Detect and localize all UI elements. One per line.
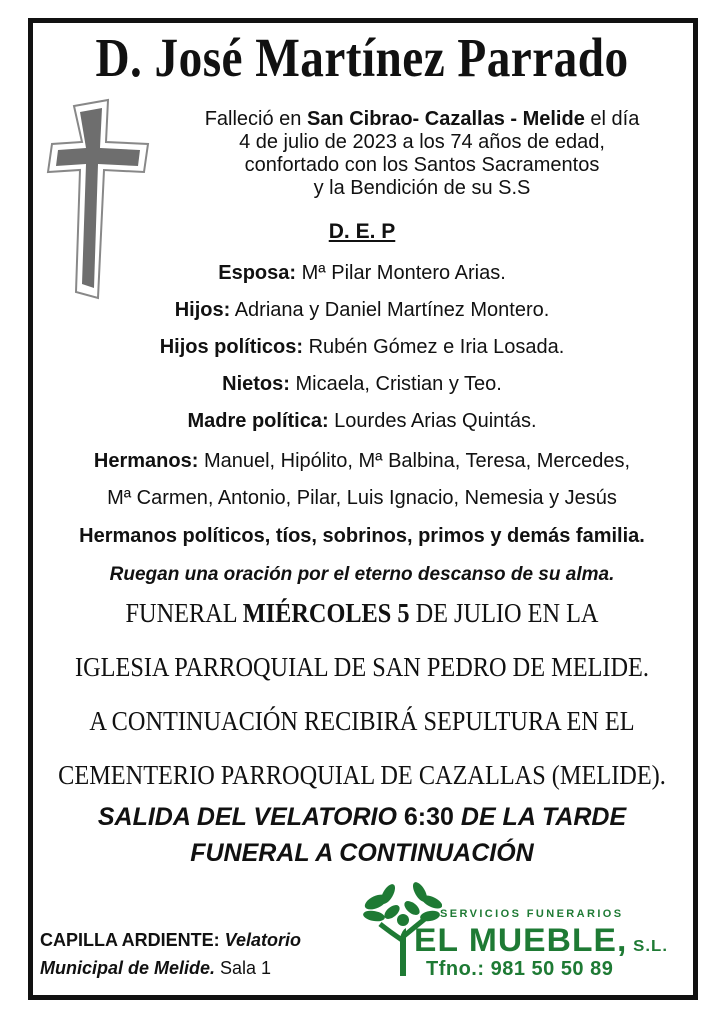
death-place: San Cibrao- Cazallas - Melide xyxy=(306,108,585,130)
family-line-siblings xyxy=(0,450,724,473)
salida-pre: SALIDA DEL VELATORIO xyxy=(97,803,404,831)
funeral-line-1 xyxy=(36,598,688,629)
capilla-place: Velatorio xyxy=(219,930,302,950)
intro-line-1-pre: Falleció en xyxy=(204,108,307,130)
intro-line-3: confortado con los Santos Sacramentos xyxy=(244,154,600,176)
family-text: Adriana y Daniel Martínez Montero. xyxy=(230,299,550,321)
funeral-line-3: A CONTINUACIÓN RECIBIRÁ SEPULTURA EN EL xyxy=(89,706,635,736)
family-line-mother-in-law xyxy=(0,410,724,433)
family-line-in-laws xyxy=(0,336,724,359)
prayer-line: Ruegan una oración por el eterno descanso de su alma. xyxy=(109,564,615,585)
family-label: Hermanos: xyxy=(93,450,199,472)
salida-post: DE LA TARDE xyxy=(453,803,627,831)
deceased-name: D. José Martínez Parrado xyxy=(95,27,629,88)
funeral-home-logo xyxy=(362,880,682,980)
family-label: Hijos: xyxy=(174,299,231,321)
other-family-line: Hermanos políticos, tíos, sobrinos, primos y demás familia. xyxy=(79,525,645,547)
family-label: Hijos políticos: xyxy=(159,336,304,358)
salida-line-2: FUNERAL A CONTINUACIÓN xyxy=(190,839,534,867)
logo-phone: Tfno.: 981 50 50 89 xyxy=(426,958,614,980)
capilla-label: CAPILLA ARDIENTE: xyxy=(40,930,220,950)
dep-label: D. E. P xyxy=(328,220,396,243)
capilla-place-2: Municipal de Melide. xyxy=(40,958,216,978)
family-line-siblings-cont: Mª Carmen, Antonio, Pilar, Luis Ignacio, Nemesia y Jesús xyxy=(107,487,617,509)
logo-name-suffix: S.L. xyxy=(627,938,669,955)
intro-line-4: y la Bendición de su S.S xyxy=(313,177,531,199)
family-text: Micaela, Cristian y Teo. xyxy=(289,373,502,395)
funeral-pre: FUNERAL xyxy=(125,598,243,628)
family-label: Madre política: xyxy=(187,410,329,432)
capilla-line-2 xyxy=(40,958,271,979)
family-label: Esposa: xyxy=(218,262,297,284)
family-text: Mª Pilar Montero Arias. xyxy=(296,262,506,284)
salida-line-1 xyxy=(0,803,724,832)
funeral-line-4: CEMENTERIO PARROQUIAL DE CAZALLAS (MELIDE). xyxy=(58,760,666,790)
logo-name xyxy=(414,922,668,959)
logo-subtitle: SERVICIOS FUNERARIOS xyxy=(440,908,624,920)
capilla-room: Sala 1 xyxy=(215,958,272,978)
intro-text xyxy=(172,108,672,200)
capilla-line-1 xyxy=(40,930,301,951)
funeral-line-2: IGLESIA PARROQUIAL DE SAN PEDRO DE MELIDE. xyxy=(74,652,649,682)
salida-time: 6:30 xyxy=(403,803,454,831)
family-text: Lourdes Arias Quintás. xyxy=(328,410,537,432)
intro-line-2: 4 de julio de 2023 a los 74 años de edad, xyxy=(239,131,605,153)
family-line-grandchildren xyxy=(0,373,724,396)
logo-name-main: EL MUEBLE, xyxy=(414,922,628,958)
family-text: Manuel, Hipólito, Mª Balbina, Teresa, Mercedes, xyxy=(198,450,631,472)
funeral-day: MIÉRCOLES 5 xyxy=(242,598,410,628)
family-text: Rubén Gómez e Iria Losada. xyxy=(303,336,565,358)
family-label: Nietos: xyxy=(222,373,290,395)
family-line-spouse xyxy=(0,262,724,285)
funeral-post: DE JULIO EN LA xyxy=(409,598,599,628)
family-line-children xyxy=(0,299,724,322)
intro-line-1-post: el día xyxy=(584,108,640,130)
